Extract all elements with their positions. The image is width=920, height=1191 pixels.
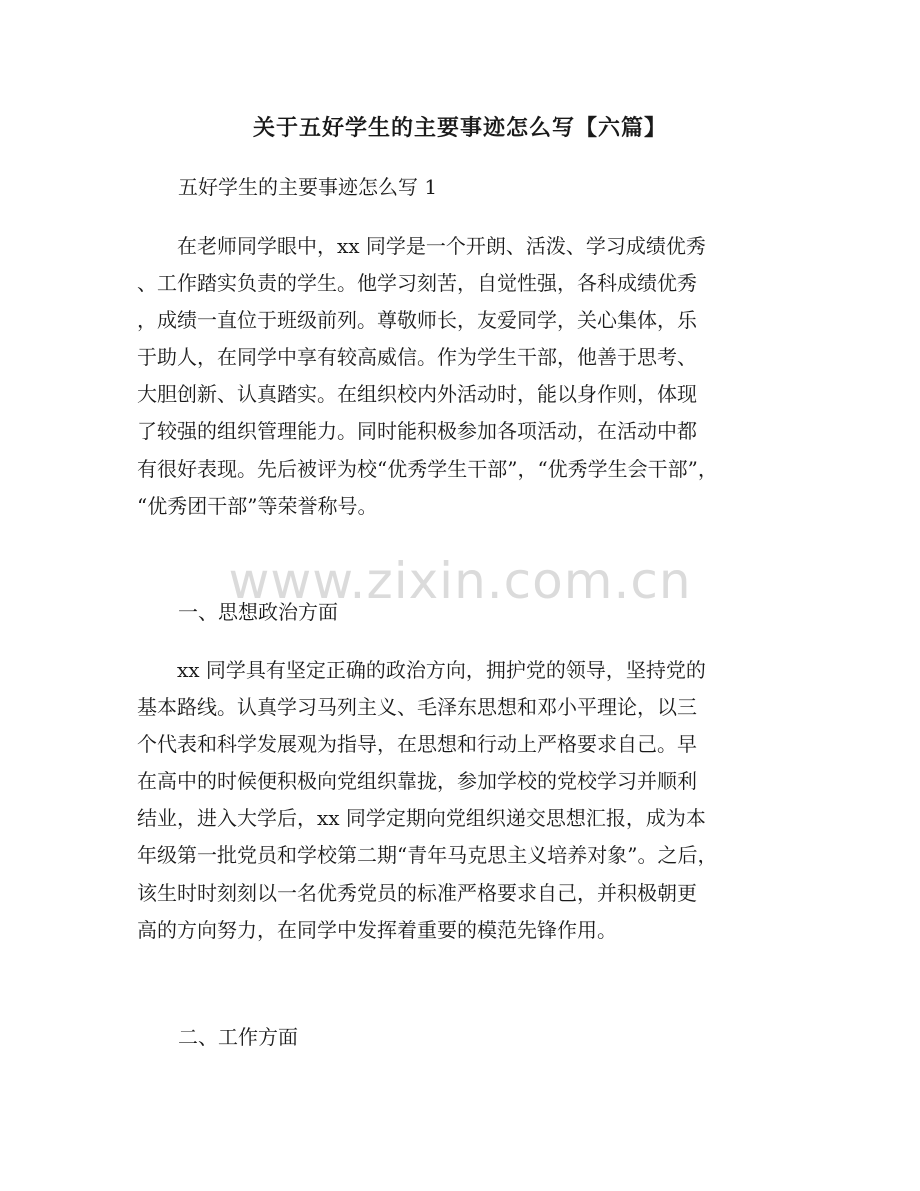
paragraph-line: 高的方向努力，在同学中发挥着重要的模范先锋作用。 bbox=[137, 917, 617, 942]
paragraph-line: 在老师同学眼中，xx 同学是一个开朗、活泼、学习成绩优秀 bbox=[177, 234, 706, 258]
paragraph-line: xx 同学具有坚定正确的政治方向，拥护党的领导，坚持党的 bbox=[177, 658, 706, 682]
paragraph-political bbox=[137, 652, 777, 949]
heading-work: 二、工作方面 bbox=[178, 1025, 298, 1049]
paragraph-line: 有很好表现。先后被评为校“优秀学生干部”，“优秀学生会干部”， bbox=[137, 456, 718, 481]
paragraph-line: 在高中的时候便积极向党组织靠拢，参加学校的党校学习并顺利 bbox=[137, 769, 697, 794]
paragraph-line: 了较强的组织管理能力。同时能积极参加各项活动，在活动中都 bbox=[137, 419, 697, 444]
paragraph-line: 结业，进入大学后，xx 同学定期向党组织递交思想汇报，成为本 bbox=[137, 806, 706, 831]
watermark: www.zixin.com.cn bbox=[228, 552, 692, 610]
section-heading: 五好学生的主要事迹怎么写 1 bbox=[178, 175, 438, 199]
paragraph-line: 、工作踏实负责的学生。他学习刻苦，自觉性强，各科成绩优秀 bbox=[137, 271, 697, 296]
paragraph-line: 该生时时刻刻以一名优秀党员的标准严格要求自己，并积极朝更 bbox=[137, 880, 697, 905]
paragraph-line: 大胆创新、认真踏实。在组织校内外活动时，能以身作则，体现 bbox=[137, 382, 697, 407]
paragraph-line: “优秀团干部”等荣誉称号。 bbox=[137, 493, 378, 518]
paragraph-line: ，成绩一直位于班级前列。尊敬师长，友爱同学，关心集体，乐 bbox=[137, 308, 697, 333]
paragraph-line: 于助人，在同学中享有较高威信。作为学生干部，他善于思考、 bbox=[137, 345, 697, 370]
paragraph-intro bbox=[137, 228, 777, 525]
paragraph-line: 年级第一批党员和学校第二期“青年马克思主义培养对象”。之后， bbox=[137, 843, 718, 868]
paragraph-line: 基本路线。认真学习马列主义、毛泽东思想和邓小平理论，以三 bbox=[137, 695, 697, 720]
heading-political: 一、思想政治方面 bbox=[178, 600, 338, 624]
paragraph-line: 个代表和科学发展观为指导，在思想和行动上严格要求自己。早 bbox=[137, 732, 697, 757]
document-title: 关于五好学生的主要事迹怎么写【六篇】 bbox=[252, 115, 667, 141]
